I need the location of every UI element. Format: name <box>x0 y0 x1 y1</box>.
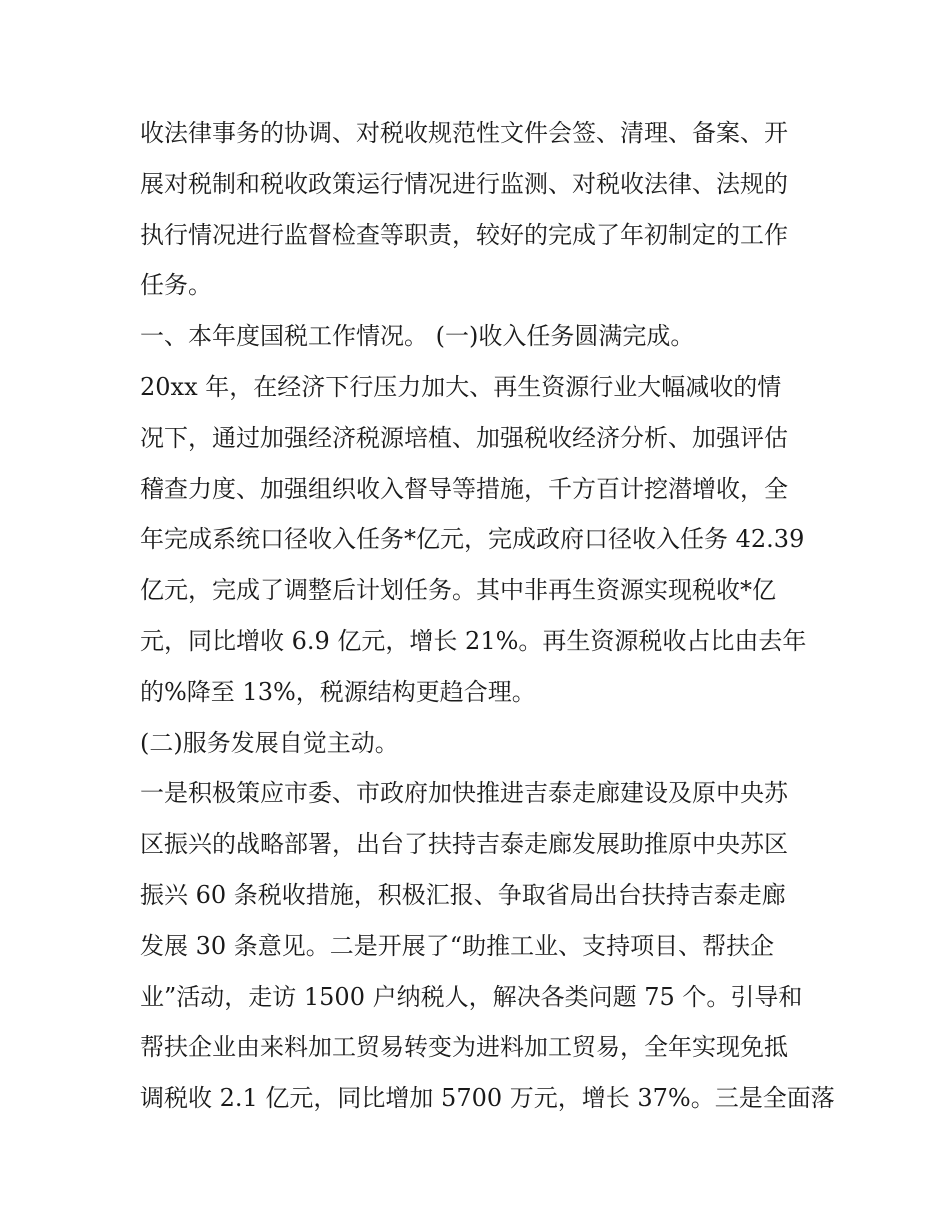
text-line-4: 任务。 <box>140 271 212 300</box>
text-line-9: 年完成系统口径收入任务*亿元，完成政府口径收入任务 42.39 <box>140 525 805 554</box>
text-line-10: 亿元，完成了调整后计划任务。其中非再生资源实现税收*亿 <box>140 576 776 605</box>
text-line-11: 元，同比增收 6.9 亿元，增长 21%。再生资源税收占比由去年 <box>140 626 807 655</box>
text-line-7: 况下，通过加强经济税源培植、加强税收经济分析、加强评估 <box>140 423 788 452</box>
text-line-17: 发展 30 条意见。二是开展了“助推工业、支持项目、帮扶企 <box>140 931 775 960</box>
text-line-1: 收法律事务的协调、对税收规范性文件会签、清理、备案、开 <box>140 119 788 147</box>
document-body <box>140 108 835 1124</box>
text-line-16: 振兴 60 条税收措施，积极汇报、争取省局出台扶持吉泰走廊 <box>140 880 786 909</box>
text-line-2: 展对税制和税收政策运行情况进行监测、对税收法律、法规的 <box>140 169 788 198</box>
text-line-20: 调税收 2.1 亿元，同比增加 5700 万元，增长 37%。三是全面落 <box>140 1084 835 1113</box>
text-line-15: 区振兴的战略部署，出台了扶持吉泰走廊发展助推原中央苏区 <box>140 830 788 859</box>
section-heading-2: (二)服务发展自觉主动。 <box>140 728 399 757</box>
section-heading-1: 一、本年度国税工作情况。 (一)收入任务圆满完成。 <box>140 322 695 351</box>
text-line-8: 稽查力度、加强组织收入督导等措施，千方百计挖潜增收，全 <box>140 474 788 503</box>
text-line-12: 的%降至 13%，税源结构更趋合理。 <box>140 677 536 706</box>
text-line-3: 执行情况进行监督检查等职责，较好的完成了年初制定的工作 <box>140 220 788 249</box>
text-line-14: 一是积极策应市委、市政府加快推进吉泰走廊建设及原中央苏 <box>140 779 788 808</box>
text-line-6: 20xx 年，在经济下行压力加大、再生资源行业大幅减收的情 <box>140 372 782 401</box>
text-line-18: 业”活动，走访 1500 户纳税人，解决各类问题 75 个。引导和 <box>140 982 803 1011</box>
text-line-19: 帮扶企业由来料加工贸易转变为进料加工贸易，全年实现免抵 <box>140 1033 788 1062</box>
